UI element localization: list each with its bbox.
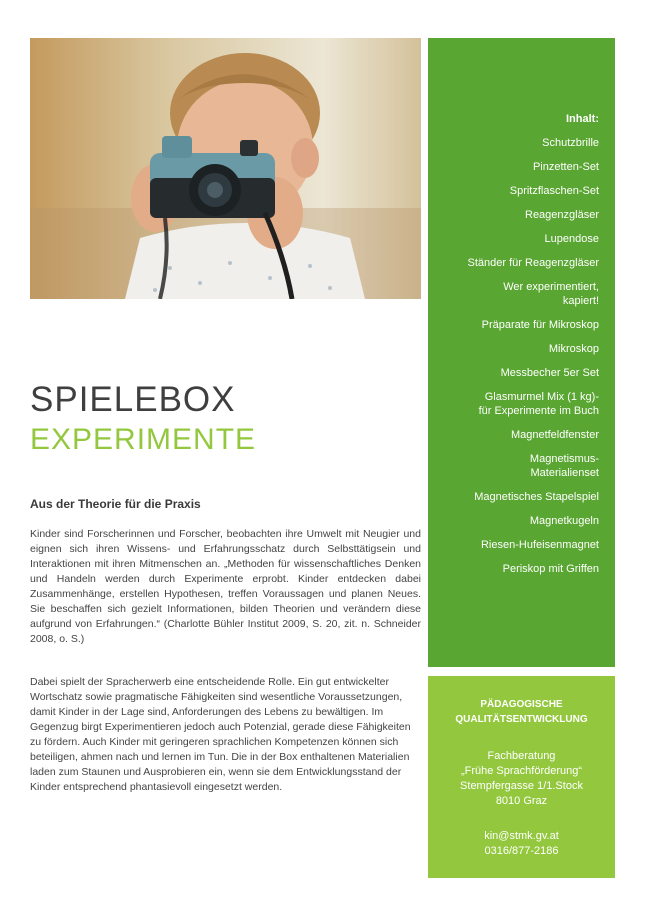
contents-item: Mikroskop — [548, 343, 599, 355]
contact-address: Fachberatung „Frühe Sprachförderung“ Stempfergasse 1/1.Stock 8010 Graz — [460, 750, 583, 807]
contents-item: Wer experimentiert, kapiert! — [503, 281, 599, 307]
contact-panel — [428, 676, 615, 878]
contents-item: Schutzbrille — [542, 137, 599, 149]
contents-item: Präparate für Mikroskop — [481, 319, 599, 331]
title-line-1: SPIELEBOX — [30, 380, 236, 419]
photo-illustration — [30, 38, 421, 299]
contents-item: Periskop mit Griffen — [502, 563, 599, 575]
contents-list — [440, 112, 599, 586]
title-line-2: EXPERIMENTE — [30, 423, 257, 456]
subheading: Aus der Theorie für die Praxis — [30, 497, 201, 511]
child-with-camera-photo — [30, 38, 421, 299]
body-paragraph-1: Kinder sind Forscherinnen und Forscher, beobachten ihre Umwelt mit Neugier und eignen sich ihren Wissens- und Erfahrungsschatz durch Selbsttätigsein und Interaktionen mit ihren Mitmenschen an. „Methoden für wissenschaftliches Denken und Handeln werden durch Experimente erprobt. Kinder entdecken dabei Zusammenhänge, erstellen Hypothesen, treffen Voraussagen und planen Neues. Sie beschaffen sich gezielt Informationen, bilden Theorien und verändern diese aufgrund von Erfahrungen.“ (Charlotte Bühler Institut 2009, S. 20, zit. n. Schneider 2008, o. S.) — [30, 528, 421, 645]
contents-item: Riesen-Hufeisenmagnet — [480, 539, 599, 551]
contents-item: Ständer für Reagenzgläser — [467, 257, 599, 269]
contact-details: kin@stmk.gv.at 0316/877-2186 — [484, 830, 559, 857]
contents-item: Lupendose — [544, 233, 599, 245]
contents-item: Messbecher 5er Set — [500, 367, 599, 379]
contents-item: Glasmurmel Mix (1 kg)- für Experimente im Buch — [478, 391, 599, 417]
contents-item: Magnetisches Stapelspiel — [474, 491, 599, 503]
organization-name: PÄDAGOGISCHE QUALITÄTSENTWICKLUNG — [455, 699, 588, 725]
contents-item: Reagenzgläser — [525, 209, 599, 221]
contents-header: Inhalt: — [566, 113, 599, 125]
body-paragraph-2: Dabei spielt der Spracherwerb eine entscheidende Rolle. Ein gut entwickelter Wortschatz sowie pragmatische Fähigkeiten sind wesentliche Voraussetzungen, damit Kinder in der Lage sind, Anforderungen des Lebens zu bewältigen. Im Gegenzug birgt Experimentieren jedoch auch Potenzial, gerade diese Fähigkeiten zu fördern. Auch Kinder mit geringeren sprachlichen Kompetenzen können sich beteiligen, ahmen nach und lernen im Tun. Die in der Box enthaltenen Materialien laden zum Staunen und Ausprobieren ein, wenn sie dem Entwicklungsstand der Kinder entsprechend phantasievoll eingesetzt werden. — [30, 676, 411, 793]
contents-item: Magnetkugeln — [529, 515, 599, 527]
contents-item: Spritzflaschen-Set — [509, 185, 599, 197]
contents-item: Magnetismus- Materialienset — [529, 453, 599, 479]
contents-item: Pinzetten-Set — [532, 161, 599, 173]
contents-item: Magnetfeldfenster — [510, 429, 599, 441]
